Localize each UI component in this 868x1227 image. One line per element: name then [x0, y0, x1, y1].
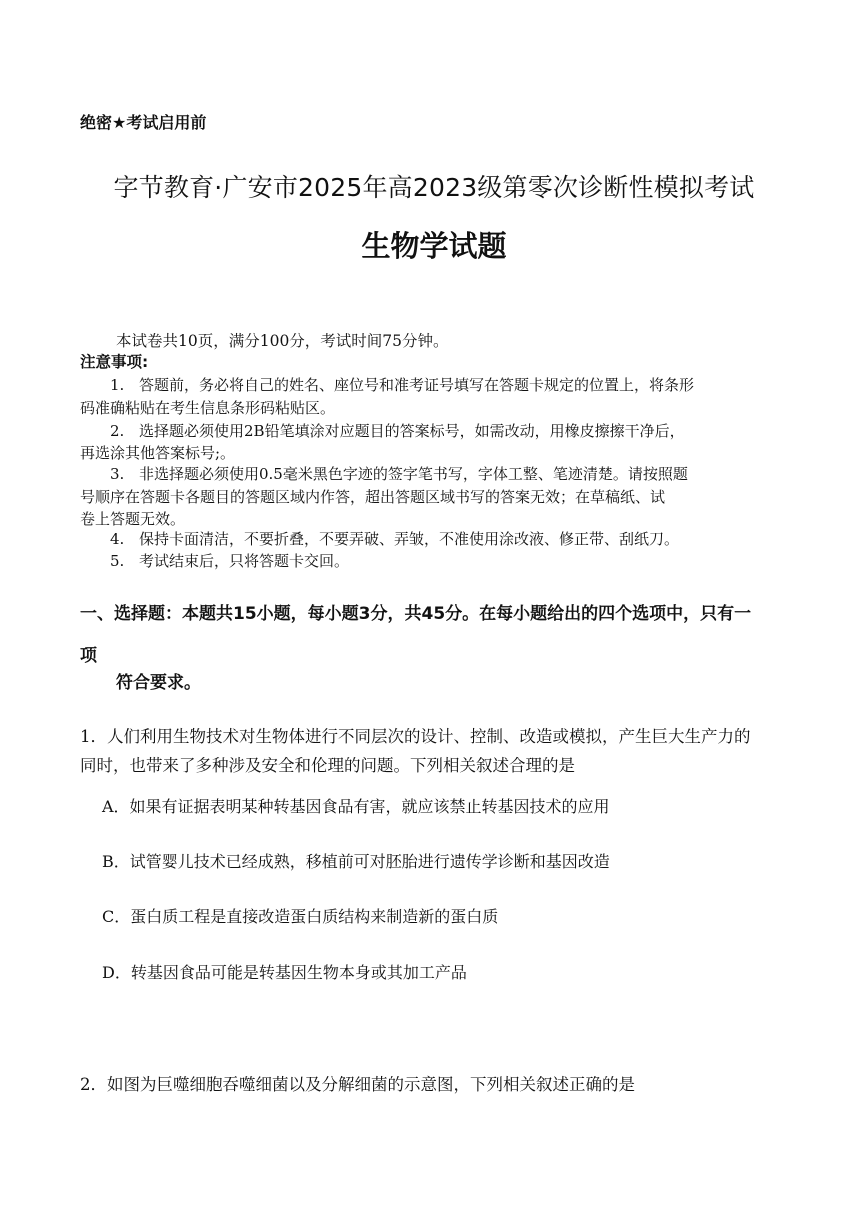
notice-number: 4. — [110, 530, 125, 548]
notice-text: 选择题必须使用2B铅笔填涂对应题目的答案标号，如需改动，用橡皮擦擦干净后， — [139, 422, 685, 440]
notice-text: 答题前，务必将自己的姓名、座位号和准考证号填写在答题卡规定的位置上，将条形 — [139, 376, 695, 394]
question-1-option-c: C．蛋白质工程是直接改造蛋白质结构来制造新的蛋白质 — [102, 907, 499, 926]
notice-number: 3. — [110, 465, 125, 483]
notice-text: 非选择题必须使用0.5毫米黑色字迹的签字笔书写，字体工整、笔迹清楚。请按照题 — [139, 465, 688, 483]
question-1-option-d: D．转基因食品可能是转基因生物本身或其加工产品 — [102, 963, 467, 982]
section-heading-continuation: 符合要求。 — [116, 673, 201, 693]
notice-continuation: 再选涂其他答案标号;。 — [80, 444, 236, 462]
question-2-stem: 2．如图为巨噬细胞吞噬细菌以及分解细菌的示意图，下列相关叙述正确的是 — [80, 1075, 635, 1094]
notice-item — [110, 420, 685, 441]
notice-continuation: 号顺序在答题卡各题目的答题区域内作答，超出答题区域书写的答案无效；在草稿纸、试 — [80, 488, 666, 506]
question-1-stem: 1．人们利用生物技术对生物体进行不同层次的设计、控制、改造或模拟，产生巨大生产力的 — [80, 727, 751, 746]
notice-continuation: 码准确粘贴在考生信息条形码粘贴区。 — [80, 399, 336, 417]
subject-title: 生物学试题 — [361, 229, 507, 263]
confidential-label: 绝密★考试启用前 — [80, 113, 207, 132]
notice-item — [110, 463, 688, 484]
notice-text: 保持卡面清洁，不要折叠，不要弄破、弄皱，不准使用涂改液、修正带、刮纸刀。 — [139, 530, 680, 548]
notice-title: 注意事项: — [80, 353, 149, 371]
notice-item — [110, 550, 349, 571]
section-heading: 一、选择题：本题共15小题，每小题3分，共45分。在每小题给出的四个选项中，只有一 — [80, 604, 752, 624]
notice-item — [110, 528, 679, 549]
exam-title: 字节教育·广安市2025年高2023级第零次诊断性模拟考试 — [113, 173, 755, 202]
notice-text: 考试结束后，只将答题卡交回。 — [139, 552, 350, 570]
notice-number: 5. — [110, 552, 125, 570]
notice-number: 2. — [110, 422, 125, 440]
notice-number: 1. — [110, 376, 125, 394]
question-1-stem-continuation: 同时，也带来了多种涉及安全和伦理的问题。下列相关叙述合理的是 — [80, 756, 575, 775]
question-1-option-a: A．如果有证据表明某种转基因食品有害，就应该禁止转基因技术的应用 — [102, 797, 610, 816]
question-1-option-b: B．试管婴儿技术已经成熟，移植前可对胚胎进行遗传学诊断和基因改造 — [102, 852, 610, 871]
section-heading-continuation: 项 — [80, 646, 97, 666]
notice-continuation: 卷上答题无效。 — [80, 510, 186, 528]
notice-item — [110, 374, 694, 395]
exam-summary: 本试卷共10页，满分100分，考试时间75分钟。 — [116, 332, 449, 350]
